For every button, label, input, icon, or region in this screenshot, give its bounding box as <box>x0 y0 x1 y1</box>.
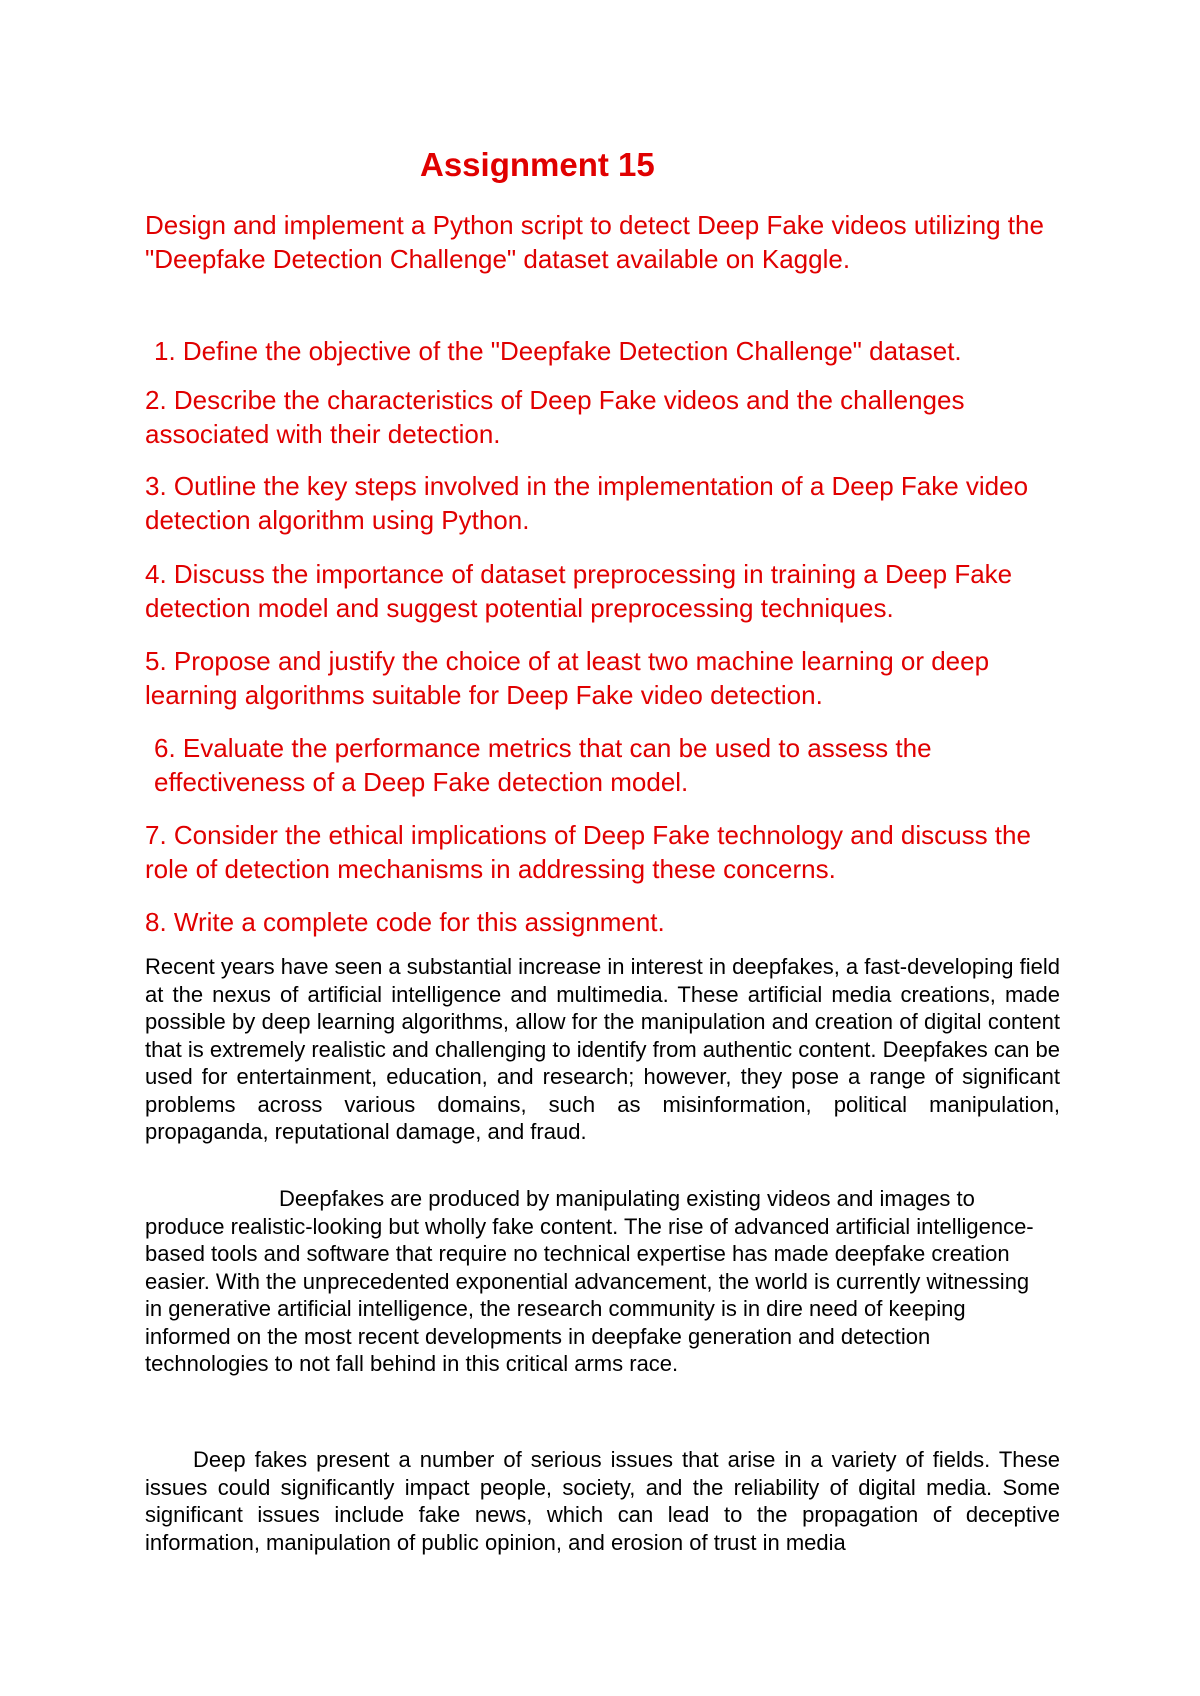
assignment-intro: Design and implement a Python script to detect Deep Fake videos utilizing the "Deepfake Detection Challenge" dataset available on Kaggle. <box>145 210 1044 274</box>
task-item-6: 6. Evaluate the performance metrics that can be used to assess the effectiveness of a Deep Fake detection model. <box>154 733 932 797</box>
document-title: Assignment 15 <box>420 146 655 183</box>
task-item-8: 8. Write a complete code for this assignment. <box>145 907 665 937</box>
body-paragraph-3: Deep fakes present a number of serious issues that arise in a variety of fields. These issues could significantly impact people, society, and the reliability of digital media. Some significant issues include fake news, which can lead to the propagation of deceptive information, manipulation of public opinion, and erosion of trust in media <box>145 1447 1060 1555</box>
task-item-7: 7. Consider the ethical implications of Deep Fake technology and discuss the role of detection mechanisms in addressing these concerns. <box>145 820 1031 884</box>
task-item-2: 2. Describe the characteristics of Deep Fake videos and the challenges associated with their detection. <box>145 385 965 449</box>
task-item-3: 3. Outline the key steps involved in the implementation of a Deep Fake video detection algorithm using Python. <box>145 471 1029 535</box>
task-item-1: 1. Define the objective of the "Deepfake Detection Challenge" dataset. <box>154 336 962 366</box>
body-paragraph-2: Deepfakes are produced by manipulating existing videos and images to produce realistic-looking but wholly fake content. The rise of advanced artificial intelligence-based tools and software that require no technical expertise has made deepfake creation easier. With the unprecedented exponential advancement, the world is currently witnessing in generative artificial intelligence, the research community is in dire need of keeping informed on the most recent developments in deepfake generation and detection technologies to not fall behind in this critical arms race. <box>145 1186 1034 1376</box>
task-item-4: 4. Discuss the importance of dataset preprocessing in training a Deep Fake detection model and suggest potential preprocessing techniques. <box>145 559 1013 623</box>
task-item-5: 5. Propose and justify the choice of at least two machine learning or deep learning algorithms suitable for Deep Fake video detection. <box>145 646 990 710</box>
body-paragraph-1: Recent years have seen a substantial increase in interest in deepfakes, a fast-developing field at the nexus of artificial intelligence and multimedia. These artificial media creations, made possible by deep learning algorithms, allow for the manipulation and creation of digital content that is extremely realistic and challenging to identify from authentic content. Deepfakes can be used for entertainment, education, and research; however, they pose a range of significant problems across various domains, such as misinformation, political manipulation, propaganda, reputational damage, and fraud. <box>145 954 1060 1144</box>
